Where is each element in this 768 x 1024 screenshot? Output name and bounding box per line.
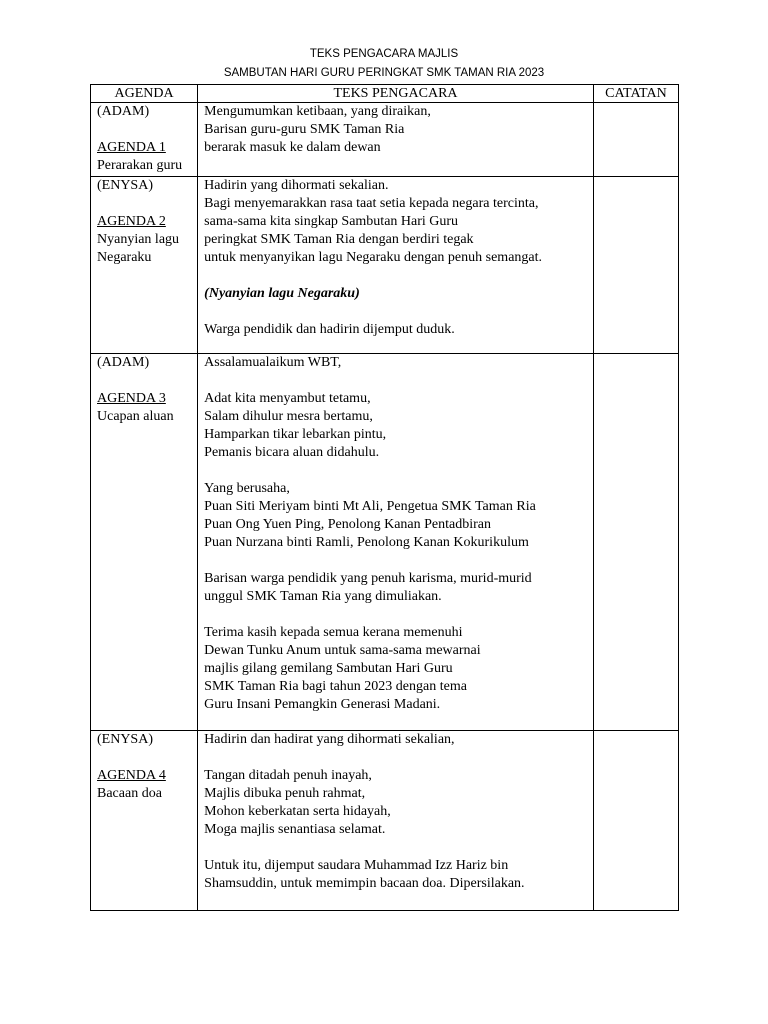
agenda-activity: Nyanyian lagu Negaraku bbox=[97, 232, 180, 265]
header-teks-pengacara: TEKS PENGACARA bbox=[198, 85, 594, 103]
catatan-cell bbox=[593, 103, 678, 177]
script-paragraph: Warga pendidik dan hadirin dijemput duduk. bbox=[204, 322, 455, 337]
script-paragraph: Assalamualaikum WBT, bbox=[204, 355, 342, 370]
script-paragraph: Untuk itu, dijemput saudara Muhammad Izz Hariz bin Shamsuddin, untuk memimpin bacaan doa. Dipersilakan. bbox=[204, 858, 525, 891]
script-cell bbox=[198, 354, 594, 731]
agenda-cell bbox=[91, 354, 198, 731]
agenda-number: AGENDA 3 bbox=[97, 391, 166, 406]
script-paragraph: Mengumumkan ketibaan, yang diraikan, Barisan guru-guru SMK Taman Ria berarak masuk ke dalam dewan bbox=[204, 104, 431, 155]
script-paragraph: Hadirin dan hadirat yang dihormati sekalian, bbox=[204, 732, 455, 747]
agenda-number: AGENDA 2 bbox=[97, 214, 166, 229]
catatan-cell bbox=[593, 177, 678, 354]
table-row-agenda-2 bbox=[91, 177, 679, 354]
script-paragraph: Adat kita menyambut tetamu, Salam dihulur mesra bertamu, Hamparkan tikar lebarkan pintu, Pemanis bicara aluan didahulu. bbox=[204, 391, 387, 460]
script-cell bbox=[198, 177, 594, 354]
script-cell bbox=[198, 731, 594, 911]
script-paragraph: Barisan warga pendidik yang penuh karisma, murid-murid unggul SMK Taman Ria yang dimuliakan. bbox=[204, 571, 532, 604]
speaker-name: (ADAM) bbox=[97, 104, 150, 119]
speaker-name: (ADAM) bbox=[97, 355, 150, 370]
table-header-row bbox=[91, 85, 679, 103]
speaker-name: (ENYSA) bbox=[97, 178, 153, 193]
document-subtitle: SAMBUTAN HARI GURU PERINGKAT SMK TAMAN RIA 2023 bbox=[223, 67, 545, 79]
table-row-agenda-1 bbox=[91, 103, 679, 177]
script-paragraph: Terima kasih kepada semua kerana memenuhi Dewan Tunku Anum untuk sama-sama mewarnai majlis gilang gemilang Sambutan Hari Guru SMK Taman Ria bagi tahun 2023 dengan tema Guru Insani Pemangkin Generasi Madani. bbox=[204, 625, 481, 712]
catatan-cell bbox=[593, 354, 678, 731]
agenda-activity: Bacaan doa bbox=[97, 786, 162, 801]
stage-direction: (Nyanyian lagu Negaraku) bbox=[204, 286, 360, 301]
agenda-number: AGENDA 1 bbox=[97, 140, 166, 155]
header-catatan: CATATAN bbox=[593, 85, 678, 103]
emcee-script-table bbox=[90, 84, 679, 911]
catatan-cell bbox=[593, 731, 678, 911]
script-paragraph: Yang berusaha, Puan Siti Meriyam binti Mt Ali, Pengetua SMK Taman Ria Puan Ong Yuen Ping, Penolong Kanan Pentadbiran Puan Nurzana binti Ramli, Penolong Kanan Kokurikulum bbox=[204, 481, 536, 550]
agenda-activity: Perarakan guru bbox=[97, 158, 183, 173]
script-paragraph: Hadirin yang dihormati sekalian. Bagi menyemarakkan rasa taat setia kepada negara tercinta, sama-sama kita singkap Sambutan Hari Guru peringkat SMK Taman Ria dengan berdiri tegak untuk menyanyikan lagu Negaraku dengan penuh semangat. bbox=[204, 178, 543, 265]
agenda-cell bbox=[91, 177, 198, 354]
speaker-name: (ENYSA) bbox=[97, 732, 153, 747]
agenda-number: AGENDA 4 bbox=[97, 768, 166, 783]
script-cell bbox=[198, 103, 594, 177]
header-agenda: AGENDA bbox=[91, 85, 198, 103]
table-row-agenda-4 bbox=[91, 731, 679, 911]
document-title: TEKS PENGACARA MAJLIS bbox=[309, 48, 459, 60]
agenda-cell bbox=[91, 103, 198, 177]
agenda-cell bbox=[91, 731, 198, 911]
table-row-agenda-3 bbox=[91, 354, 679, 731]
agenda-activity: Ucapan aluan bbox=[97, 409, 174, 424]
script-paragraph: Tangan ditadah penuh inayah, Majlis dibuka penuh rahmat, Mohon keberkatan serta hidayah, Moga majlis senantiasa selamat. bbox=[204, 768, 391, 837]
